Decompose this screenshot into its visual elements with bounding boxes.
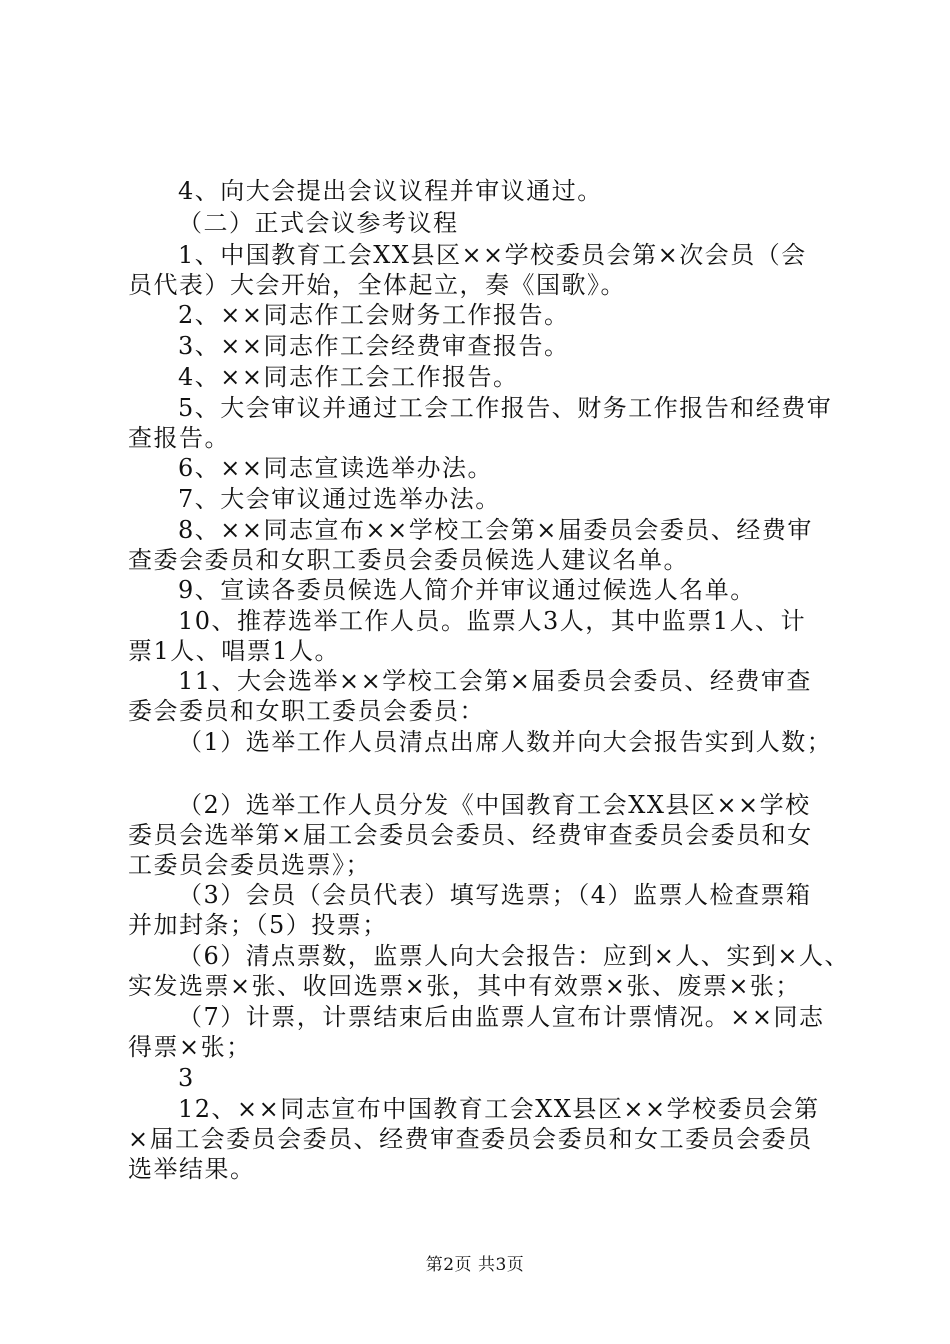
agenda-line: ×届工会委员会委员、经费审查委员会委员和女工委员会委员 [128,1125,813,1153]
agenda-line: 并加封条；（5）投票； [128,911,388,939]
page-footer: 第2页 共3页 [425,1255,525,1275]
agenda-line: 6、××同志宣读选举办法。 [178,454,493,482]
agenda-line: 5、大会审议并通过工会工作报告、财务工作报告和经费审 [178,394,833,422]
agenda-line: 员代表）大会开始，全体起立，奏《国歌》。 [128,271,626,299]
agenda-line: 工委员会委员选票》； [128,851,371,879]
agenda-line: （1）选举工作人员清点出席人数并向大会报告实到人数； [178,728,833,756]
agenda-line: 得票×张； [128,1033,252,1061]
agenda-line: 12、××同志宣布中国教育工会XX县区××学校委员会第 [178,1095,820,1123]
agenda-line: 选举结果。 [128,1155,256,1183]
agenda-line: 查委会委员和女职工委员会委员候选人建议名单。 [128,546,689,574]
agenda-line: 实发选票×张、收回选票×张，其中有效票×张、废票×张； [128,972,801,1000]
agenda-line: （3）会员（会员代表）填写选票；（4）监票人检查票箱 [178,881,812,909]
agenda-line: （7）计票，计票结束后由监票人宣布计票情况。××同志 [178,1003,825,1031]
agenda-line: 1、中国教育工会XX县区××学校委员会第×次会员（会 [178,241,807,269]
agenda-line: （2）选举工作人员分发《中国教育工会XX县区××学校 [178,791,811,819]
section-heading: （二）正式会议参考议程 [178,209,459,237]
agenda-line: 3、××同志作工会经费审查报告。 [178,332,570,360]
agenda-line: 委会委员和女职工委员会委员： [128,697,485,725]
agenda-line: 4、××同志作工会工作报告。 [178,363,519,391]
agenda-line: 7、大会审议通过选举办法。 [178,485,501,513]
agenda-line: 4、向大会提出会议议程并审议通过。 [178,177,603,205]
agenda-line: 10、推荐选举工作人员。监票人3人，其中监票1人、计 [178,607,807,635]
agenda-line: 票1人、唱票1人。 [128,637,341,665]
agenda-line: 2、××同志作工会财务工作报告。 [178,301,570,329]
stray-page-number: 3 [178,1064,195,1092]
agenda-line: 11、大会选举××学校工会第×届委员会委员、经费审查 [178,667,812,695]
agenda-line: 查报告。 [128,424,230,452]
agenda-line: 9、宣读各委员候选人简介并审议通过候选人名单。 [178,576,756,604]
agenda-line: （6）清点票数，监票人向大会报告：应到×人、实到×人、 [178,942,850,970]
agenda-line: 委员会选举第×届工会委员会委员、经费审查委员会委员和女 [128,821,813,849]
agenda-line: 8、××同志宣布××学校工会第×届委员会委员、经费审 [178,516,813,544]
